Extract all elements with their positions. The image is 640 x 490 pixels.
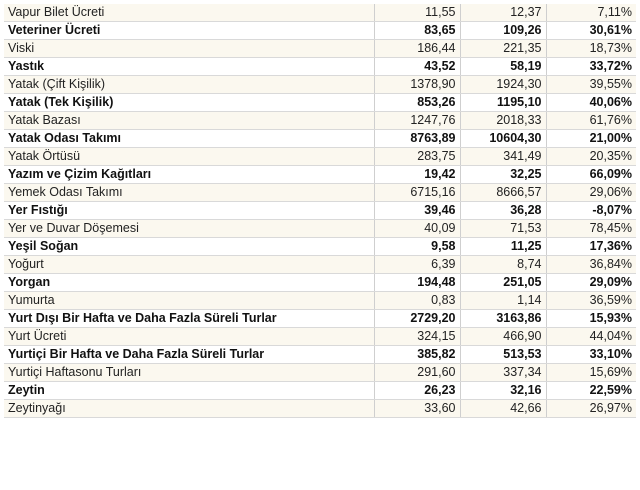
table-row	[4, 148, 636, 166]
item-name-cell: Yatak (Tek Kişilik)	[4, 94, 374, 112]
price-old-cell: 6715,16	[374, 184, 460, 202]
table-row	[4, 166, 636, 184]
price-old-cell: 19,42	[374, 166, 460, 184]
item-name-cell: Yazım ve Çizim Kağıtları	[4, 166, 374, 184]
change-percent-cell: 78,45%	[546, 220, 636, 238]
price-new-cell: 71,53	[460, 220, 546, 238]
table-row	[4, 22, 636, 40]
item-name-cell: Yemek Odası Takımı	[4, 184, 374, 202]
price-new-cell: 1,14	[460, 292, 546, 310]
price-old-cell: 324,15	[374, 328, 460, 346]
item-name-cell: Yatak Bazası	[4, 112, 374, 130]
change-percent-cell: 30,61%	[546, 22, 636, 40]
price-old-cell: 43,52	[374, 58, 460, 76]
item-name-cell: Yurt Ücreti	[4, 328, 374, 346]
table-row	[4, 274, 636, 292]
price-new-cell: 32,25	[460, 166, 546, 184]
price-old-cell: 2729,20	[374, 310, 460, 328]
change-percent-cell: 15,93%	[546, 310, 636, 328]
table-row	[4, 400, 636, 418]
change-percent-cell: 40,06%	[546, 94, 636, 112]
table-row	[4, 364, 636, 382]
item-name-cell: Veteriner Ücreti	[4, 22, 374, 40]
change-percent-cell: 33,72%	[546, 58, 636, 76]
price-old-cell: 1247,76	[374, 112, 460, 130]
price-old-cell: 1378,90	[374, 76, 460, 94]
price-new-cell: 221,35	[460, 40, 546, 58]
change-percent-cell: 39,55%	[546, 76, 636, 94]
item-name-cell: Yurtiçi Haftasonu Turları	[4, 364, 374, 382]
price-old-cell: 853,26	[374, 94, 460, 112]
price-new-cell: 12,37	[460, 4, 546, 22]
table-row	[4, 328, 636, 346]
price-new-cell: 8666,57	[460, 184, 546, 202]
item-name-cell: Yer Fıstığı	[4, 202, 374, 220]
change-percent-cell: 17,36%	[546, 238, 636, 256]
item-name-cell: Vapur Bilet Ücreti	[4, 4, 374, 22]
price-new-cell: 42,66	[460, 400, 546, 418]
table-row	[4, 310, 636, 328]
table-row	[4, 292, 636, 310]
price-old-cell: 11,55	[374, 4, 460, 22]
change-percent-cell: 29,06%	[546, 184, 636, 202]
change-percent-cell: 36,84%	[546, 256, 636, 274]
price-old-cell: 283,75	[374, 148, 460, 166]
change-percent-cell: -8,07%	[546, 202, 636, 220]
item-name-cell: Zeytinyağı	[4, 400, 374, 418]
price-new-cell: 32,16	[460, 382, 546, 400]
price-new-cell: 341,49	[460, 148, 546, 166]
price-old-cell: 6,39	[374, 256, 460, 274]
change-percent-cell: 44,04%	[546, 328, 636, 346]
price-table	[4, 4, 636, 418]
change-percent-cell: 33,10%	[546, 346, 636, 364]
change-percent-cell: 66,09%	[546, 166, 636, 184]
table-row	[4, 40, 636, 58]
price-new-cell: 36,28	[460, 202, 546, 220]
table-row	[4, 184, 636, 202]
price-new-cell: 466,90	[460, 328, 546, 346]
table-row	[4, 238, 636, 256]
price-new-cell: 337,34	[460, 364, 546, 382]
table-row	[4, 94, 636, 112]
item-name-cell: Yer ve Duvar Döşemesi	[4, 220, 374, 238]
price-new-cell: 2018,33	[460, 112, 546, 130]
price-new-cell: 3163,86	[460, 310, 546, 328]
price-old-cell: 39,46	[374, 202, 460, 220]
table-row	[4, 76, 636, 94]
change-percent-cell: 18,73%	[546, 40, 636, 58]
price-old-cell: 33,60	[374, 400, 460, 418]
change-percent-cell: 21,00%	[546, 130, 636, 148]
price-old-cell: 26,23	[374, 382, 460, 400]
price-old-cell: 83,65	[374, 22, 460, 40]
price-old-cell: 9,58	[374, 238, 460, 256]
price-new-cell: 8,74	[460, 256, 546, 274]
item-name-cell: Yumurta	[4, 292, 374, 310]
change-percent-cell: 22,59%	[546, 382, 636, 400]
item-name-cell: Yoğurt	[4, 256, 374, 274]
item-name-cell: Yorgan	[4, 274, 374, 292]
price-new-cell: 1195,10	[460, 94, 546, 112]
change-percent-cell: 29,09%	[546, 274, 636, 292]
price-old-cell: 291,60	[374, 364, 460, 382]
price-old-cell: 194,48	[374, 274, 460, 292]
price-new-cell: 1924,30	[460, 76, 546, 94]
table-row	[4, 346, 636, 364]
change-percent-cell: 20,35%	[546, 148, 636, 166]
table-row	[4, 130, 636, 148]
change-percent-cell: 7,11%	[546, 4, 636, 22]
price-old-cell: 40,09	[374, 220, 460, 238]
table-row	[4, 202, 636, 220]
table-row	[4, 220, 636, 238]
table-row	[4, 256, 636, 274]
price-old-cell: 0,83	[374, 292, 460, 310]
change-percent-cell: 36,59%	[546, 292, 636, 310]
price-old-cell: 186,44	[374, 40, 460, 58]
item-name-cell: Yatak Örtüsü	[4, 148, 374, 166]
table-row	[4, 112, 636, 130]
price-new-cell: 513,53	[460, 346, 546, 364]
price-table-body	[4, 4, 636, 418]
item-name-cell: Yatak Odası Takımı	[4, 130, 374, 148]
item-name-cell: Yastık	[4, 58, 374, 76]
item-name-cell: Viski	[4, 40, 374, 58]
price-new-cell: 251,05	[460, 274, 546, 292]
table-row	[4, 382, 636, 400]
price-new-cell: 10604,30	[460, 130, 546, 148]
change-percent-cell: 61,76%	[546, 112, 636, 130]
price-new-cell: 58,19	[460, 58, 546, 76]
change-percent-cell: 15,69%	[546, 364, 636, 382]
table-row	[4, 4, 636, 22]
item-name-cell: Yurt Dışı Bir Hafta ve Daha Fazla Süreli Turlar	[4, 310, 374, 328]
item-name-cell: Zeytin	[4, 382, 374, 400]
change-percent-cell: 26,97%	[546, 400, 636, 418]
price-old-cell: 8763,89	[374, 130, 460, 148]
item-name-cell: Yeşil Soğan	[4, 238, 374, 256]
price-new-cell: 11,25	[460, 238, 546, 256]
table-row	[4, 58, 636, 76]
item-name-cell: Yatak (Çift Kişilik)	[4, 76, 374, 94]
price-new-cell: 109,26	[460, 22, 546, 40]
price-old-cell: 385,82	[374, 346, 460, 364]
item-name-cell: Yurtiçi Bir Hafta ve Daha Fazla Süreli Turlar	[4, 346, 374, 364]
